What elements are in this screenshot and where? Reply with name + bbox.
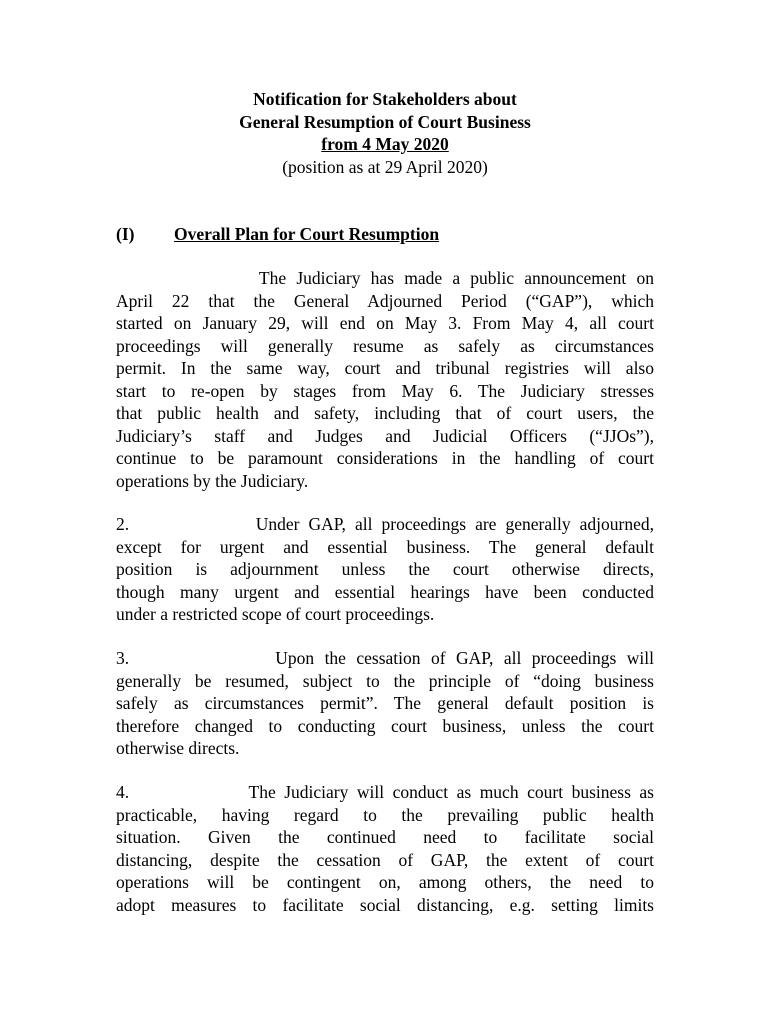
paragraph-line: otherwise directs. xyxy=(116,738,240,758)
paragraph-line: except for urgent and essential business. The general default xyxy=(116,536,654,557)
paragraph-line: The Judiciary has made a public announcement on xyxy=(116,268,654,288)
paragraph-line: therefore changed to conducting court business, unless the court xyxy=(116,715,654,736)
paragraph-line: operations by the Judiciary. xyxy=(116,470,309,491)
paragraph-line: generally be resumed, subject to the principle of “doing business xyxy=(116,670,654,691)
title-line-2: General Resumption of Court Business xyxy=(239,111,531,132)
paragraph-line: position is adjournment unless the court otherwise directs, xyxy=(116,559,654,579)
paragraph-line: adopt measures to facilitate social distancing, e.g. setting limits xyxy=(116,894,654,915)
section-heading xyxy=(116,223,439,246)
title-line-1: Notification for Stakeholders about xyxy=(253,89,517,109)
paragraph-line: April 22 that the General Adjourned Period (“GAP”), which xyxy=(116,290,654,311)
paragraph-line: safely as circumstances permit”. The general default position is xyxy=(116,693,654,713)
section-title: Overall Plan for Court Resumption xyxy=(174,224,440,244)
paragraph-3 xyxy=(116,647,654,760)
paragraph-line: 4. The Judiciary will conduct as much court business as xyxy=(116,782,654,802)
paragraph-4 xyxy=(116,781,654,916)
title-date: from 4 May 2020 xyxy=(321,134,449,154)
section-number: (I) xyxy=(116,224,135,244)
paragraph-line: started on January 29, will end on May 3. From May 4, all court xyxy=(116,313,654,333)
paragraph-line: 2. Under GAP, all proceedings are generally adjourned, xyxy=(116,514,654,534)
paragraph-line: Judiciary’s staff and Judges and Judicial Officers (“JJOs”), xyxy=(116,425,654,446)
paragraph-line: distancing, despite the cessation of GAP, the extent of court xyxy=(116,849,654,870)
title-position-note: (position as at 29 April 2020) xyxy=(282,156,488,177)
paragraph-line: start to re-open by stages from May 6. The Judiciary stresses xyxy=(116,380,654,401)
paragraph-line: 3. Upon the cessation of GAP, all proceedings will xyxy=(116,648,654,668)
paragraph-line: situation. Given the continued need to facilitate social xyxy=(116,827,654,847)
document-title xyxy=(0,88,770,178)
paragraph-2 xyxy=(116,513,654,626)
paragraph-line: operations will be contingent on, among others, the need to xyxy=(116,872,654,892)
paragraph-line: that public health and safety, including that of court users, the xyxy=(116,403,654,423)
paragraph-line: though many urgent and essential hearings have been conducted xyxy=(116,581,654,602)
paragraph-line: permit. In the same way, court and tribunal registries will also xyxy=(116,358,654,378)
paragraph-line: proceedings will generally resume as safely as circumstances xyxy=(116,335,654,356)
paragraph-line: practicable, having regard to the prevailing public health xyxy=(116,804,654,825)
title-line-3 xyxy=(0,133,770,156)
paragraph-line: continue to be paramount considerations in the handling of court xyxy=(116,448,654,468)
paragraph-1 xyxy=(116,267,654,492)
paragraph-line: under a restricted scope of court proceedings. xyxy=(116,604,435,624)
